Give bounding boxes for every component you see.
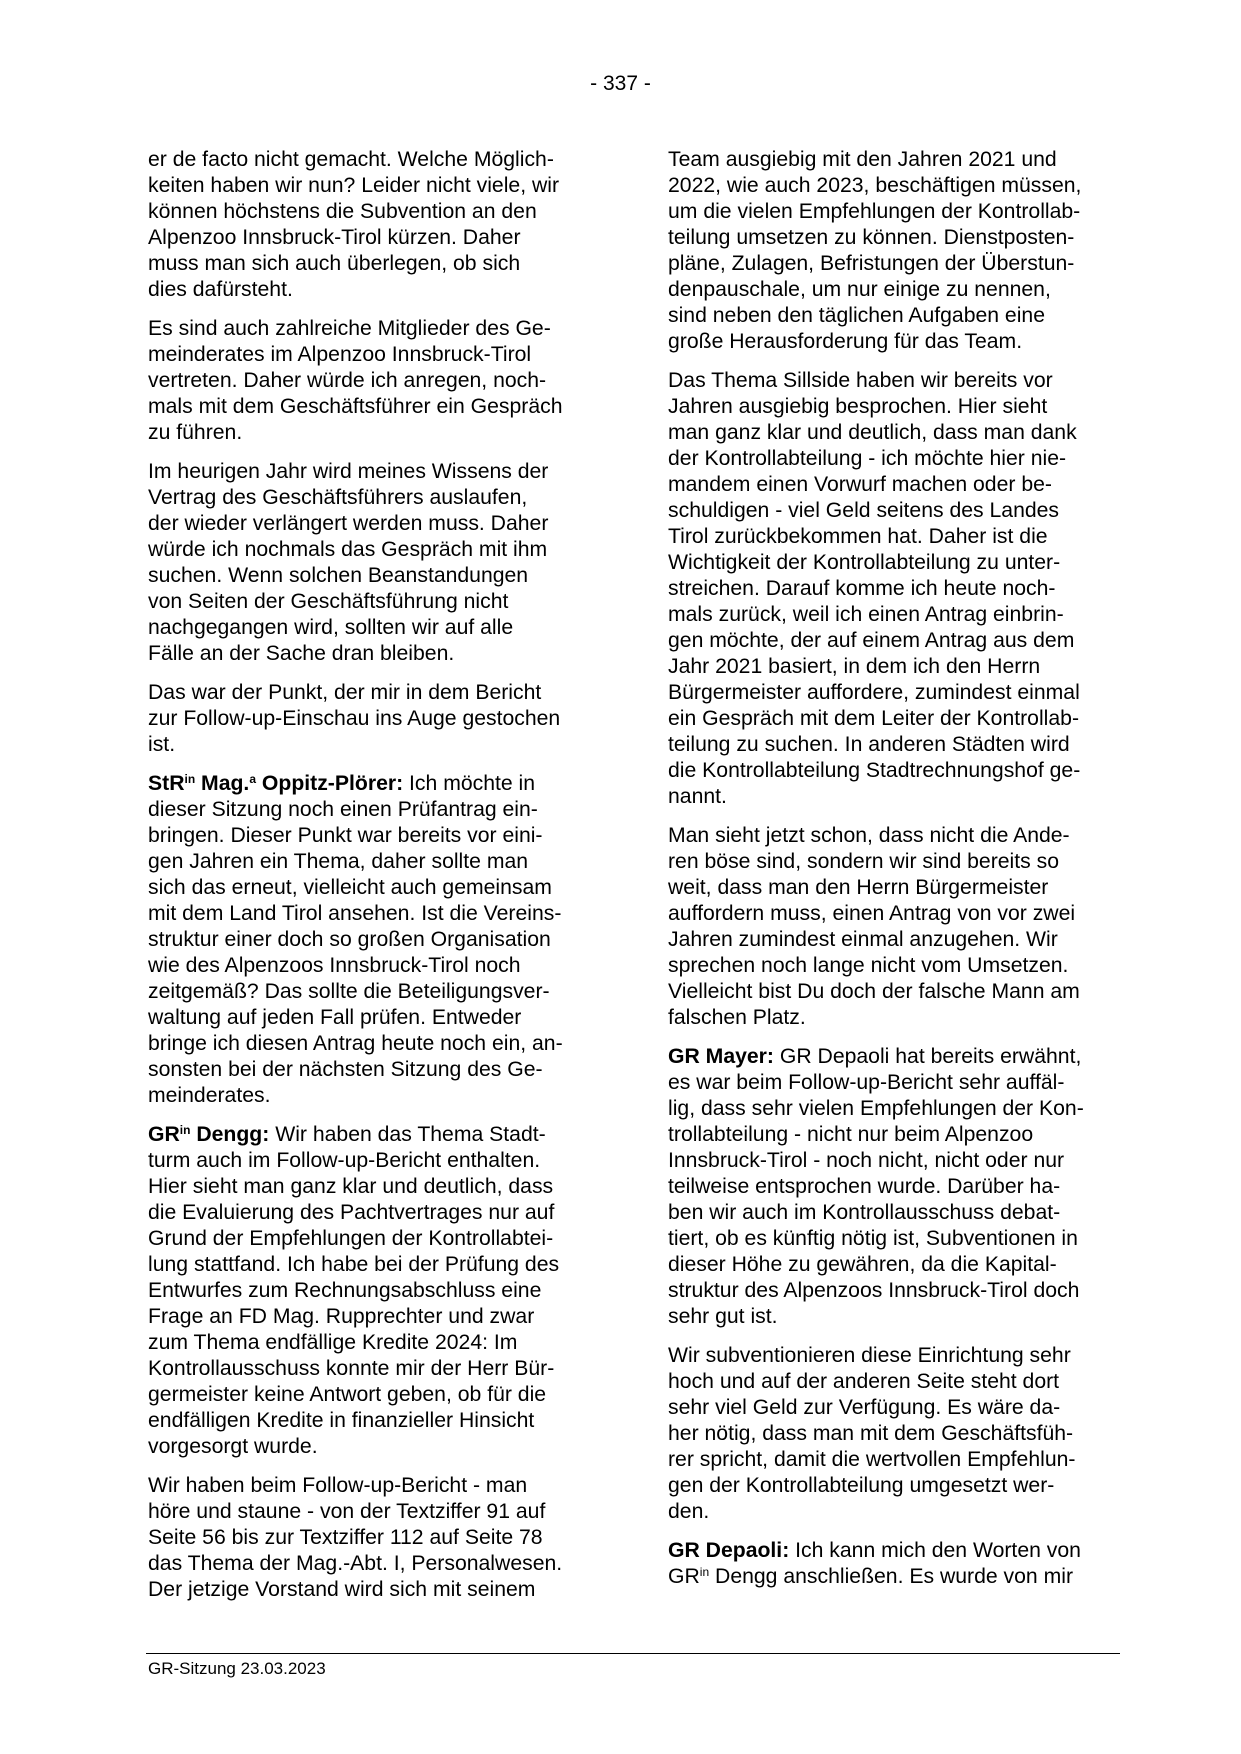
speaker-name: $GR^{in}$ Dengg: xyxy=(148,1123,270,1146)
paragraph: er de facto nicht gemacht. Welche Möglich- keiten haben wir nun? Leider nicht viele, wir können höchstens die Subvention an den Alpenzoo Innsbruck-Tirol kürzen. Daher muss man sich auch überlegen, ob sich dies dafürsteht. xyxy=(148,148,560,301)
paragraph: Wir subventionieren diese Einrichtung sehr hoch und auf der anderen Seite steht dort sehr viel Geld zur Verfügung. Es wäre da- her nötig, dass man mit dem Geschäftsfüh- rer spricht, damit die wertvollen Empfehlun- gen der Kontrollabteilung umgesetzt wer- den. xyxy=(668,1344,1076,1523)
page-number: - 337 - xyxy=(590,72,651,95)
paragraph: Wir haben beim Follow-up-Bericht - man höre und staune - von der Textziffer 91 auf Seite 56 bis zur Textziffer 112 auf Seite 78 das Thema der Mag.-Abt. I, Personalwesen. Der jetzige Vorstand wird sich mit seinem xyxy=(148,1474,563,1601)
footer-session-date: GR-Sitzung 23.03.2023 xyxy=(148,1659,326,1678)
paragraph: Das war der Punkt, der mir in dem Bericht zur Follow-up-Einschau ins Auge gestochen ist. xyxy=(148,681,561,756)
left-column xyxy=(148,147,603,1616)
footer-divider xyxy=(146,1653,1120,1654)
paragraph: Man sieht jetzt schon, dass nicht die Ande- ren böse sind, sondern wir sind bereits so weit, dass man den Herrn Bürgermeister auffordern muss, einen Antrag von vor zwei Jahren zumindest einmal anzugehen. Wir sprechen noch lange nicht vom Umsetzen. Vielleicht bist Du doch der falsche Mann am falschen Platz. xyxy=(668,824,1080,1029)
speech-oppitz-ploerer: StR$^{in}$ Mag.$^a$ Oppitz-Plörer: Ich möchte in dieser Sitzung noch einen Prüfantrag ein- bringen. Dieser Punkt war bereits vor eini- gen Jahren ein Thema, daher sollte man sich das erneut, vielleicht auch gemeinsam mit dem Land Tirol ansehen. Ist die Vereins- struktur einer doch so großen Organisation wie des Alpenzoos Innsbruck-Tirol noch zeitgemäß? Das sollte die Beteiligungsver- waltung auf jeden Fall prüfen. Entweder bringe ich diesen Antrag heute noch ein, an- sonsten bei der nächsten Sitzung des Ge- meinderates. xyxy=(148,772,563,1107)
speaker-name: StR$^{in}$ Mag.$^a$ Oppitz-Plörer: xyxy=(148,772,404,795)
speech-dengg: $GR^{in}$ Dengg: Wir haben das Thema Stadt- turm auch im Follow-up-Bericht enthalten. Hier sieht man ganz klar und deutlich, dass die Evaluierung des Pachtvertrages nur auf Grund der Empfehlungen der Kontrollabtei- lung stattfand. Ich habe bei der Prüfung des Entwurfes zum Rechnungsabschluss eine Frage an FD Mag. Rupprechter und zwar zum Thema endfällige Kredite 2024: Im Kontrollausschuss konnte mir der Herr Bür- germeister keine Antwort geben, ob für die endfälligen Kredite in finanzieller Hinsicht vorgesorgt wurde. xyxy=(148,1123,560,1458)
speech-mayer: GR Mayer: GR Depaoli hat bereits erwähnt, es war beim Follow-up-Bericht sehr auffäl- lig, dass sehr vielen Empfehlungen der Kon- trollabteilung - nicht nur beim Alpenzoo Innsbruck-Tirol - noch nicht, nicht oder nur teilweise entsprochen wurde. Darüber ha- ben wir auch im Kontrollausschuss debat- tiert, ob es künftig nötig ist, Subventionen in dieser Höhe zu gewähren, da die Kapital- struktur des Alpenzoos Innsbruck-Tirol doch sehr gut ist. xyxy=(668,1045,1084,1328)
paragraph: Team ausgiebig mit den Jahren 2021 und 2022, wie auch 2023, beschäftigen müssen, um die vielen Empfehlungen der Kontrollab- teilung umsetzen zu können. Dienstposten- pläne, Zulagen, Befristungen der Überstun- denpauschale, um nur einige zu nennen, sind neben den täglichen Aufgaben eine große Herausforderung für das Team. xyxy=(668,148,1082,353)
paragraph: Das Thema Sillside haben wir bereits vor Jahren ausgiebig besprochen. Hier sieht man ganz klar und deutlich, dass man dank der Kontrollabteilung - ich möchte hier nie- mandem einen Vorwurf machen oder be- schuldigen - viel Geld seitens des Landes Tirol zurückbekommen hat. Daher ist die Wichtigkeit der Kontrollabteilung zu unter- streichen. Darauf komme ich heute noch- mals zurück, weil ich einen Antrag einbrin- gen möchte, der auf einem Antrag aus dem Jahr 2021 basiert, in dem ich den Herrn Bürgermeister auffordere, zumindest einmal ein Gespräch mit dem Leiter der Kontrollab- teilung zu suchen. In anderen Städten wird die Kontrollabteilung Stadtrechnungshof ge- nannt. xyxy=(668,369,1081,808)
paragraph: Es sind auch zahlreiche Mitglieder des Ge- meinderates im Alpenzoo Innsbruck-Tirol vertreten. Daher würde ich anregen, noch- mals mit dem Geschäftsführer ein Gespräch zu führen. xyxy=(148,317,563,444)
speech-depaoli: GR Depaoli: Ich kann mich den Worten von $GR^{in}$ Dengg anschließen. Es wurde von mir xyxy=(668,1539,1081,1588)
right-column xyxy=(668,147,1123,1603)
speaker-name: GR Depaoli: xyxy=(668,1539,790,1562)
paragraph: Im heurigen Jahr wird meines Wissens der Vertrag des Geschäftsführers auslaufen, der wieder verlängert werden muss. Daher würde ich nochmals das Gespräch mit ihm suchen. Wenn solchen Beanstandungen von Seiten der Geschäftsführung nicht nachgegangen wird, sollten wir auf alle Fälle an der Sache dran bleiben. xyxy=(148,460,549,665)
speaker-name: GR Mayer: xyxy=(668,1045,774,1068)
